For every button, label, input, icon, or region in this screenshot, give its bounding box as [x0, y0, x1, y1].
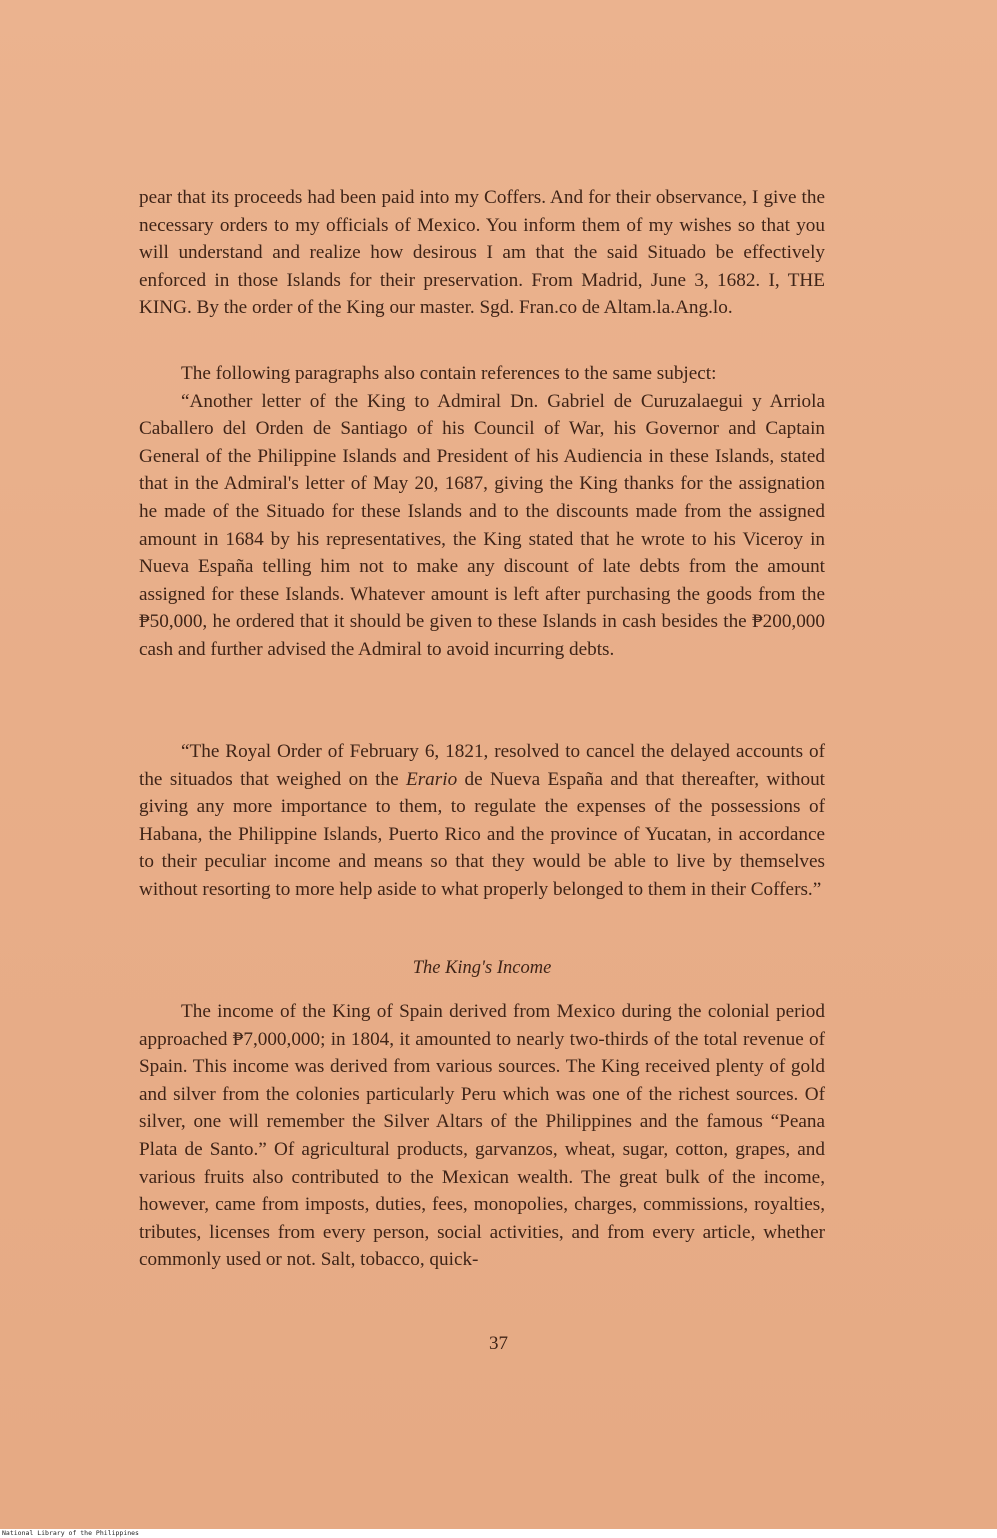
paragraph-income: The income of the King of Spain derived from Mexico during the colonial period approached ₱7,000,000; in 1804, it amounted to nearly two-thirds of the total revenue of Spain. This income was derived from various sources. The King received plenty of gold and silver from the colonies particularly Peru which was one of the richest sources. Of silver, one will remember the Silver Altars of the Philippines and the famous “Peana Plata de Santo.” Of agricultural products, garvanzos, wheat, sugar, cotton, grapes, and various fruits also contributed to the Mexican wealth. The great bulk of the income, however, came from imposts, duties, fees, monopolies, charges, commissions, royalties, tributes, licenses from every person, social activities, and from every article, whether commonly used or not. Salt, tobacco, quick- — [139, 1001, 825, 1271]
text-block-continuation — [139, 184, 825, 322]
royal-order-text-after: de Nueva España and that thereafter, without giving any more importance to them, to regulate the expenses of the possessions of Habana, the Philippine Islands, Puerto Rico and the province of Yucatan, in accordance to their peculiar income and means so that they would be able to live by themselves without resorting to more help aside to what properly belonged to them in their Coffers.” — [139, 768, 825, 900]
text-block-income — [139, 998, 825, 1274]
royal-order-text-before: “The Royal Order of February 6, 1821, resolved to cancel the delayed accounts of the situados that weighed on the — [139, 741, 825, 790]
text-block-royal-order — [139, 738, 825, 904]
section-heading: The King's Income — [412, 958, 552, 978]
page-number: 37 — [489, 1333, 508, 1354]
footer-credit: National Library of the Philippines — [0, 1529, 997, 1538]
paragraph-continuation: pear that its proceeds had been paid into my Coffers. And for their observance, I give the necessary orders to my officials of Mexico. You inform them of my wishes so that you will understand and realize how desirous I am that the said Situado be effectively enforced in those Islands for their preservation. From Madrid, June 3, 1682. I, THE KING. By the order of the King our master. Sgd. Fran.co de Altam.la.Ang.lo. — [139, 187, 825, 319]
paragraph-intro: The following paragraphs also contain references to the same subject: — [181, 363, 717, 384]
royal-order-italic-term: Erario — [405, 768, 458, 790]
paragraph-quote-letter: “Another letter of the King to Admiral Dn. Gabriel de Curuzalaegui y Arriola Caballero del Orden de Santiago of his Council of War, his Governor and Captain General of the Philippine Islands and President of his Audiencia in these Islands, stated that in the Admiral's letter of May 20, 1687, giving the King thanks for the assignation he made of the Situado for these Islands and to the discounts made from the assigned amount in 1684 by his representatives, the King stated that he wrote to his Viceroy in Nueva España telling him not to make any discount of late debts from the amount assigned for these Islands. Whatever amount is left after purchasing the goods from the ₱50,000, he ordered that it should be given to these Islands in cash besides the ₱200,000 cash and further advised the Admiral to avoid incurring debts. — [139, 390, 825, 660]
paragraph-royal-order — [139, 738, 825, 904]
text-block-references — [139, 360, 825, 664]
